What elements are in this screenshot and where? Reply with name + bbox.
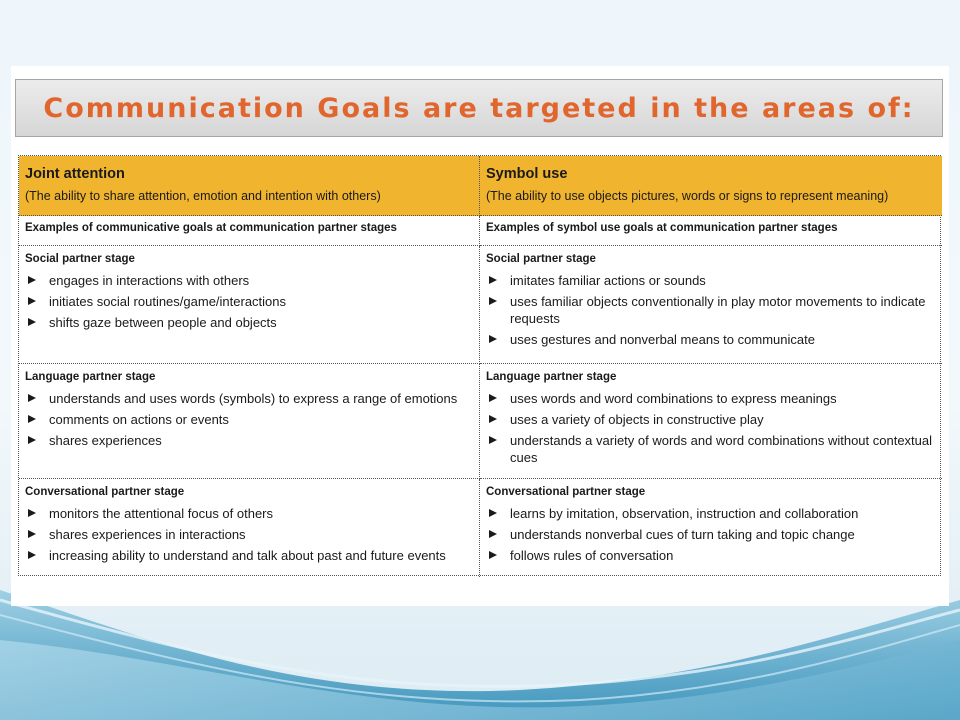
- goal-item: [25, 505, 473, 522]
- bullet-triangle-icon: [489, 509, 497, 517]
- goal-text: uses familiar objects conventionally in play motor movements to indicate requests: [510, 294, 926, 326]
- goal-text: uses a variety of objects in constructive play: [510, 412, 764, 427]
- goal-item: [486, 331, 936, 348]
- goal-item: [25, 432, 473, 449]
- goal-text: follows rules of conversation: [510, 548, 674, 563]
- goal-text: engages in interactions with others: [49, 273, 250, 288]
- goal-item: [25, 293, 473, 310]
- bullet-triangle-icon: [489, 335, 497, 343]
- bullet-triangle-icon: [28, 551, 36, 559]
- stage-title: Language partner stage: [25, 371, 156, 383]
- bullet-triangle-icon: [489, 276, 497, 284]
- stage-cell-conversational-symbol: [480, 479, 942, 577]
- goal-list: [486, 390, 936, 466]
- bullet-triangle-icon: [28, 297, 36, 305]
- goal-text: monitors the attentional focus of others: [49, 506, 274, 521]
- goal-text: uses gestures and nonverbal means to communicate: [510, 332, 815, 347]
- bullet-triangle-icon: [28, 318, 36, 326]
- goals-table: [18, 155, 941, 576]
- goal-list: [25, 505, 473, 564]
- slide-title: Communication Goals are targeted in the areas of:: [43, 92, 915, 124]
- stage-title: Language partner stage: [486, 371, 617, 383]
- goal-text: shares experiences: [49, 433, 162, 448]
- stage-title: Conversational partner stage: [25, 486, 185, 498]
- goal-item: [486, 272, 936, 289]
- bullet-triangle-icon: [489, 297, 497, 305]
- goal-item: [486, 432, 936, 466]
- goal-list: [486, 272, 936, 348]
- goal-text: understands a variety of words and word combinations without contextual cues: [510, 433, 933, 465]
- goal-text: imitates familiar actions or sounds: [510, 273, 706, 288]
- stage-cell-conversational-joint: [19, 479, 480, 577]
- bullet-triangle-icon: [489, 530, 497, 538]
- goal-text: learns by imitation, observation, instruction and collaboration: [510, 506, 859, 521]
- column-subtitle: (The ability to use objects pictures, words or signs to represent meaning): [486, 189, 889, 203]
- stage-cell-social-symbol: [480, 246, 942, 364]
- column-title: Symbol use: [486, 166, 568, 182]
- goal-text: increasing ability to understand and talk about past and future events: [49, 548, 446, 563]
- column-title: Joint attention: [25, 166, 125, 182]
- stage-title: Social partner stage: [486, 253, 596, 265]
- goal-text: shifts gaze between people and objects: [49, 315, 277, 330]
- goal-item: [25, 547, 473, 564]
- goal-text: initiates social routines/game/interactions: [49, 294, 287, 309]
- stage-title: Social partner stage: [25, 253, 135, 265]
- stage-cell-social-joint: [19, 246, 480, 364]
- bullet-triangle-icon: [489, 394, 497, 402]
- bullet-triangle-icon: [28, 530, 36, 538]
- goal-item: [486, 505, 936, 522]
- goal-item: [486, 293, 936, 327]
- stage-cell-language-joint: [19, 364, 480, 479]
- goal-text: understands nonverbal cues of turn taking and topic change: [510, 527, 855, 542]
- goal-list: [25, 390, 473, 449]
- goal-item: [25, 526, 473, 543]
- goal-item: [486, 547, 936, 564]
- goal-text: uses words and word combinations to express meanings: [510, 391, 837, 406]
- header-symbol-use: [480, 156, 942, 216]
- goal-text: shares experiences in interactions: [49, 527, 246, 542]
- bullet-triangle-icon: [28, 436, 36, 444]
- goal-item: [25, 314, 473, 331]
- bullet-triangle-icon: [28, 415, 36, 423]
- goal-item: [486, 390, 936, 407]
- examples-label: Examples of communicative goals at communication partner stages: [19, 216, 480, 246]
- bullet-triangle-icon: [489, 436, 497, 444]
- bullet-triangle-icon: [489, 551, 497, 559]
- goal-item: [25, 390, 473, 407]
- bullet-triangle-icon: [489, 415, 497, 423]
- column-subtitle: (The ability to share attention, emotion and intention with others): [25, 189, 381, 203]
- goal-list: [486, 505, 936, 564]
- goal-item: [25, 272, 473, 289]
- bullet-triangle-icon: [28, 509, 36, 517]
- goal-text: comments on actions or events: [49, 412, 229, 427]
- goal-list: [25, 272, 473, 331]
- goal-item: [486, 411, 936, 428]
- goal-item: [25, 411, 473, 428]
- examples-label: Examples of symbol use goals at communication partner stages: [480, 216, 942, 246]
- bullet-triangle-icon: [28, 394, 36, 402]
- stage-title: Conversational partner stage: [486, 486, 646, 498]
- header-joint-attention: [19, 156, 480, 216]
- title-banner: [15, 79, 943, 137]
- goal-item: [486, 526, 936, 543]
- goal-text: understands and uses words (symbols) to express a range of emotions: [49, 391, 458, 406]
- stage-cell-language-symbol: [480, 364, 942, 479]
- bullet-triangle-icon: [28, 276, 36, 284]
